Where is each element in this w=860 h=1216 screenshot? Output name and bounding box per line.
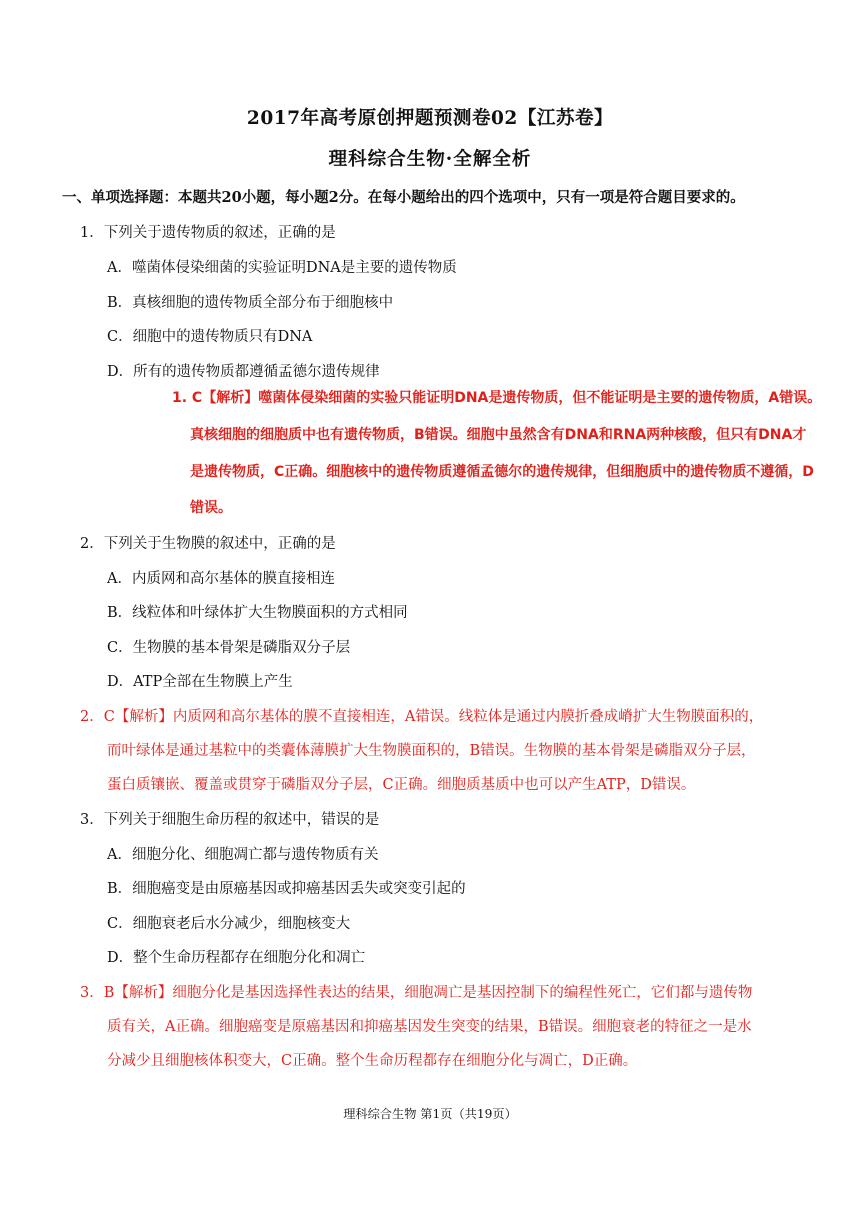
question-2-answer-line: 而叶绿体是通过基粒中的类囊体薄膜扩大生物膜面积的，B错误。生物膜的基本骨架是磷脂双分子层， [107,743,756,759]
question-1-option-d: D．所有的遗传物质都遵循孟德尔遗传规律 [107,364,380,380]
question-2-option-a: A．内质网和高尔基体的膜直接相连 [107,571,335,587]
question-2-answer-line: 2．C【解析】内质网和高尔基体的膜不直接相连，A错误。线粒体是通过内膜折叠成嵴扩大生物膜面积的， [80,709,764,725]
question-3-answer-line: 分减少且细胞核体积变大，C正确。整个生命历程都存在细胞分化与凋亡，D正确。 [107,1053,638,1069]
question-3-option-d: D．整个生命历程都存在细胞分化和凋亡 [107,950,366,966]
question-3-answer-line: 3．B【解析】细胞分化是基因选择性表达的结果，细胞凋亡是基因控制下的编程性死亡，它们都与遗传物 [80,985,753,1001]
question-2-stem: 2．下列关于生物膜的叙述中，正确的是 [80,536,336,552]
question-1-option-a: A．噬菌体侵染细菌的实验证明DNA是主要的遗传物质 [107,260,457,276]
question-2-answer-line: 蛋白质镶嵌、覆盖或贯穿于磷脂双分子层，C正确。细胞质基质中也可以产生ATP，D错误。 [107,777,696,793]
page-footer: 理科综合生物 第1页（共19页） [343,1107,517,1121]
question-1-answer-line: 错误。 [190,500,232,516]
question-3-answer-line: 质有关，A正确。细胞癌变是原癌基因和抑癌基因发生突变的结果，B错误。细胞衰老的特征之一是水 [107,1019,752,1035]
question-1-option-c: C．细胞中的遗传物质只有DNA [107,329,313,345]
question-1-stem: 1．下列关于遗传物质的叙述，正确的是 [80,225,336,241]
document-subtitle: 理科综合生物·全解全析 [328,149,532,170]
question-2-option-d: D．ATP全部在生物膜上产生 [107,674,293,690]
question-1-answer-line: 1. C【解析】噬菌体侵染细菌的实验只能证明DNA是遗传物质，但不能证明是主要的遗传物质，A错误。 [172,390,822,406]
question-1-answer-line: 是遗传物质，C正确。细胞核中的遗传物质遵循孟德尔的遗传规律，但细胞质中的遗传物质不遵循，D [190,464,814,480]
question-1-answer-line: 真核细胞的细胞质中也有遗传物质，B错误。细胞中虽然含有DNA和RNA两种核酸，但只有DNA才 [190,427,807,443]
question-2-option-c: C．生物膜的基本骨架是磷脂双分子层 [107,640,351,656]
question-3-option-c: C．细胞衰老后水分减少，细胞核变大 [107,916,351,932]
question-1-option-b: B．真核细胞的遗传物质全部分布于细胞核中 [107,295,394,311]
section-heading: 一、单项选择题：本题共20小题，每小题2分。在每小题给出的四个选项中，只有一项是符合题目要求的。 [62,189,745,206]
question-3-stem: 3．下列关于细胞生命历程的叙述中，错误的是 [80,812,380,828]
question-2-option-b: B．线粒体和叶绿体扩大生物膜面积的方式相同 [107,605,408,621]
question-3-option-a: A．细胞分化、细胞凋亡都与遗传物质有关 [107,847,379,863]
question-3-option-b: B．细胞癌变是由原癌基因或抑癌基因丢失或突变引起的 [107,881,466,897]
document-title: 2017年高考原创押题预测卷02【江苏卷】 [246,108,614,129]
